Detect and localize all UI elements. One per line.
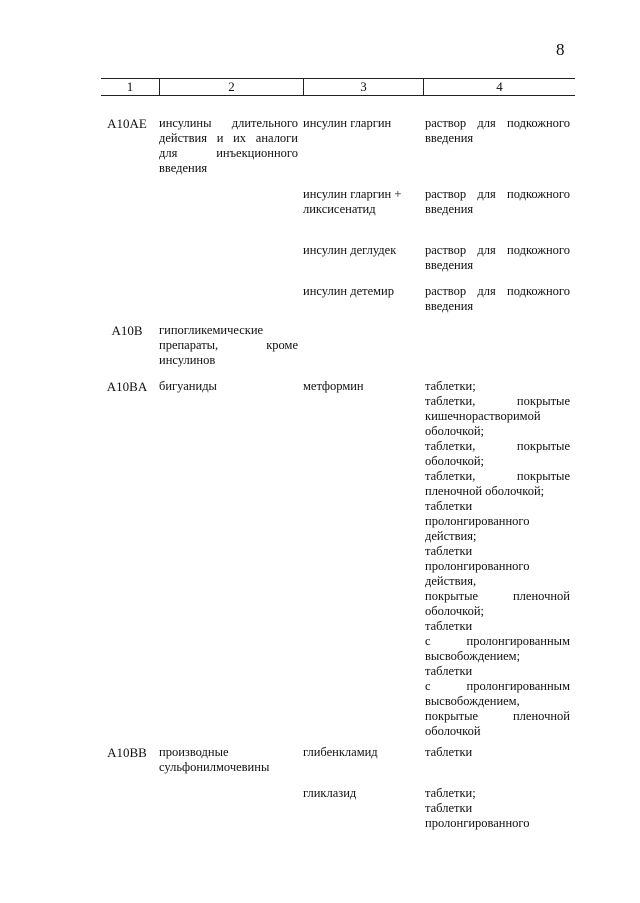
group-name: [159, 323, 298, 368]
text-line: раствор для подкожного: [425, 187, 570, 201]
text-line: инсулин гларгин: [303, 116, 392, 130]
text-line: пленочной оболочкой;: [425, 484, 545, 498]
text-line: таблетки, покрытые: [425, 394, 570, 408]
text-line: действия,: [425, 574, 477, 588]
text-line: раствор для подкожного: [425, 284, 570, 298]
header-col-2: 2: [159, 79, 303, 95]
header-col-4: 4: [423, 79, 575, 95]
atc-code: A10BA: [106, 379, 148, 394]
text-line: инсулин детемир: [303, 284, 394, 298]
text-line: покрытые пленочной: [425, 589, 570, 603]
drug-name: [303, 243, 417, 258]
text-line: с пролонгированным: [425, 634, 570, 648]
text-line: таблетки, покрытые: [425, 469, 570, 483]
atc-code: A10BB: [107, 745, 147, 760]
text-line: высвобождением,: [425, 694, 520, 708]
text-line: глибенкламид: [303, 745, 378, 759]
text-line: введения: [159, 161, 208, 175]
text-line: кишечнорастворимой: [425, 409, 541, 423]
text-line: таблетки, покрытые: [425, 439, 570, 453]
dosage-form: [425, 187, 570, 217]
text-line: гликлазид: [303, 786, 357, 800]
group-name: [159, 379, 298, 394]
text-line: оболочкой: [425, 724, 481, 738]
dosage-form: [425, 786, 570, 831]
text-line: оболочкой;: [425, 424, 484, 438]
text-line: производные: [159, 745, 229, 759]
text-line: действия и их аналоги: [159, 131, 298, 145]
drug-name: [303, 284, 417, 299]
text-line: ликсисенатид: [303, 202, 376, 216]
text-line: пролонгированного: [425, 559, 530, 573]
text-line: таблетки: [425, 499, 473, 513]
atc-code: A10B: [111, 323, 143, 338]
text-line: препараты, кроме: [159, 338, 298, 352]
drug-name: [303, 745, 417, 760]
text-line: таблетки;: [425, 379, 476, 393]
group-name: [159, 745, 298, 775]
header-col-1: 1: [126, 79, 134, 94]
drug-name: [303, 786, 417, 801]
text-line: инсулин гларгин +: [303, 187, 402, 201]
text-line: метформин: [303, 379, 364, 393]
text-line: таблетки;: [425, 786, 476, 800]
text-line: раствор для подкожного: [425, 243, 570, 257]
group-name: [159, 116, 298, 176]
text-line: таблетки: [425, 619, 473, 633]
drug-name: [303, 187, 417, 217]
dosage-form: [425, 243, 570, 273]
text-line: таблетки: [425, 745, 473, 759]
text-line: покрытые пленочной: [425, 709, 570, 723]
text-line: оболочкой;: [425, 604, 484, 618]
text-line: таблетки: [425, 664, 473, 678]
text-line: для инъекционного: [159, 146, 298, 160]
text-line: введения: [425, 299, 474, 313]
dosage-form: [425, 745, 570, 760]
text-line: инсулин деглудек: [303, 243, 397, 257]
text-line: пролонгированного: [425, 514, 530, 528]
header-col-3: 3: [303, 79, 423, 95]
text-line: пролонгированного: [425, 816, 530, 830]
atc-code: A10AE: [107, 116, 147, 131]
drug-name: [303, 116, 417, 131]
text-line: инсулины длительного: [159, 116, 298, 130]
text-line: высвобождением;: [425, 649, 521, 663]
text-line: таблетки: [425, 544, 473, 558]
text-line: бигуаниды: [159, 379, 217, 393]
text-line: гипогликемические: [159, 323, 264, 337]
text-line: инсулинов: [159, 353, 216, 367]
table-header: [101, 78, 575, 96]
drug-name: [303, 379, 417, 394]
text-line: действия;: [425, 529, 477, 543]
text-line: введения: [425, 131, 474, 145]
dosage-form: [425, 379, 570, 739]
text-line: сульфонилмочевины: [159, 760, 270, 774]
text-line: раствор для подкожного: [425, 116, 570, 130]
text-line: таблетки: [425, 801, 473, 815]
text-line: введения: [425, 202, 474, 216]
text-line: введения: [425, 258, 474, 272]
page-number: 8: [556, 40, 565, 59]
dosage-form: [425, 116, 570, 146]
text-line: с пролонгированным: [425, 679, 570, 693]
text-line: оболочкой;: [425, 454, 484, 468]
dosage-form: [425, 284, 570, 314]
